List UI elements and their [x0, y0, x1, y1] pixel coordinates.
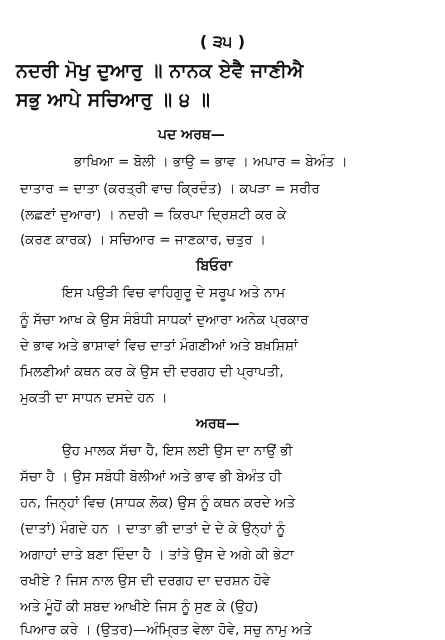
meaning-heading: ਅਰਥ—: [196, 416, 240, 432]
explanation-line: ਮੁਕਤੀ ਦਾ ਸਾਧਨ ਦਸਦੇ ਹਨ ।: [20, 390, 168, 406]
verse-line-2: ਸਭੁ ਆਪੇ ਸਚਿਆਰੁ ॥ ੪ ॥: [16, 89, 211, 111]
word-meanings-line: ਦਾਤਾਰ = ਦਾਤਾ (ਕਰਤ੍ਰੀ ਵਾਚ ਕ੍ਰਿਦੰਤ) । ਕਪੜਾ = ਸਰੀਰ: [20, 181, 320, 197]
meaning-line: ਹਨ, ਜਿਨ੍ਹਾਂ ਵਿਚ (ਸਾਧਕ ਲੋਕ) ਉਸ ਨੂੰ ਕਥਨ ਕਰਦੇ ਅਤੇ: [20, 495, 296, 511]
page-number: ( ੩੫ ): [199, 32, 246, 51]
word-meanings-line: (ਕਰਣ ਕਾਰਕ) । ਸਚਿਆਰ = ਜਾਣਕਾਰ, ਚਤੁਰ ।: [20, 232, 266, 248]
meaning-line: ਸੱਚਾ ਹੈ । ਉਸ ਸਬੰਧੀ ਬੋਲੀਆਂ ਅਤੇ ਭਾਵ ਭੀ ਬੇਅੰਤ ਹੀ: [20, 469, 282, 485]
explanation-line: ਦੇ ਭਾਵ ਅਤੇ ਭਾਸ਼ਾਵਾਂ ਵਿਚ ਦਾਤਾਂ ਮੰਗਣੀਆਂ ਅਤੇ ਬਖ਼ਸ਼ਿਸ਼ਾਂ: [20, 338, 298, 354]
word-meanings-heading: ਪਦ ਅਰਥ—: [158, 127, 225, 143]
meaning-line: ਪਿਆਰ ਕਰੇ । (ਉਤਰ)—ਅੰਮ੍ਰਿਤ ਵੇਲਾ ਹੋਵੇ, ਸਚੁ ਨਾਮੁ ਅਤੇ: [20, 622, 312, 638]
verse-line-1: ਨਦਰੀ ਮੋਖੁ ਦੁਆਰੁ ॥ ਨਾਨਕ ਏਵੈ ਜਾਣੀਐ: [16, 60, 304, 82]
meaning-line: (ਦਾਤਾਂ) ਮੰਗਦੇ ਹਨ । ਦਾਤਾ ਭੀ ਦਾਤਾਂ ਦੇ ਦੇ ਕੇ ਉਨ੍ਹਾਂ ਨੂੰ: [20, 521, 286, 537]
explanation-heading: ਬਿਓਰਾ: [196, 258, 232, 274]
word-meanings-line: (ਲਛਣਾਂ ਦੁਆਰਾ) । ਨਦਰੀ = ਕਿਰਪਾ ਦ੍ਰਿਸ਼ਟੀ ਕਰ ਕੇ: [20, 207, 287, 223]
explanation-line: ਇਸ ਪਉੜੀ ਵਿਚ ਵਾਹਿਗੁਰੂ ਦੇ ਸਰੂਪ ਅਤੇ ਨਾਮ: [62, 285, 286, 301]
meaning-line: ਅਤੇ ਮੂੰਹੋਂ ਕੀ ਸ਼ਬਦ ਆਖੀਏ ਜਿਸ ਨੂੰ ਸੁਣ ਕੇ (ਉਹ): [20, 599, 259, 615]
meaning-line: ਰਖੀਏ ? ਜਿਸ ਨਾਲ ਉਸ ਦੀ ਦਰਗਹ ਦਾ ਦਰਸ਼ਨ ਹੋਵੇ: [20, 573, 271, 589]
explanation-line: ਮਿਲਣੀਆਂ ਕਥਨ ਕਰ ਕੇ ਉਸ ਦੀ ਦਰਗਹ ਦੀ ਪ੍ਰਾਪਤੀ,: [20, 364, 284, 380]
meaning-line: ਉਹ ਮਾਲਕ ਸੱਚਾ ਹੈ, ਇਸ ਲਈ ਉਸ ਦਾ ਨਾਉਂ ਭੀ: [62, 443, 293, 459]
explanation-line: ਨੂੰ ਸੱਚਾ ਆਖ ਕੇ ਉਸ ਸੰਬੰਧੀ ਸਾਧਕਾਂ ਦੁਆਰਾ ਅਨੇਕ ਪ੍ਰਕਾਰ: [20, 312, 309, 328]
word-meanings-line: ਭਾਖਿਆ = ਬੋਲੀ । ਭਾਉ = ਭਾਵ । ਅਪਾਰ = ਬੇਅੰਤ ।: [74, 154, 348, 170]
meaning-line: ਅਗਾਹਾਂ ਦਾਤੇ ਬਣਾ ਦਿੰਦਾ ਹੈ । ਤਾਂਤੇ ਉਸ ਦੇ ਅਗੇ ਕੀ ਭੇਟਾ: [20, 547, 295, 563]
